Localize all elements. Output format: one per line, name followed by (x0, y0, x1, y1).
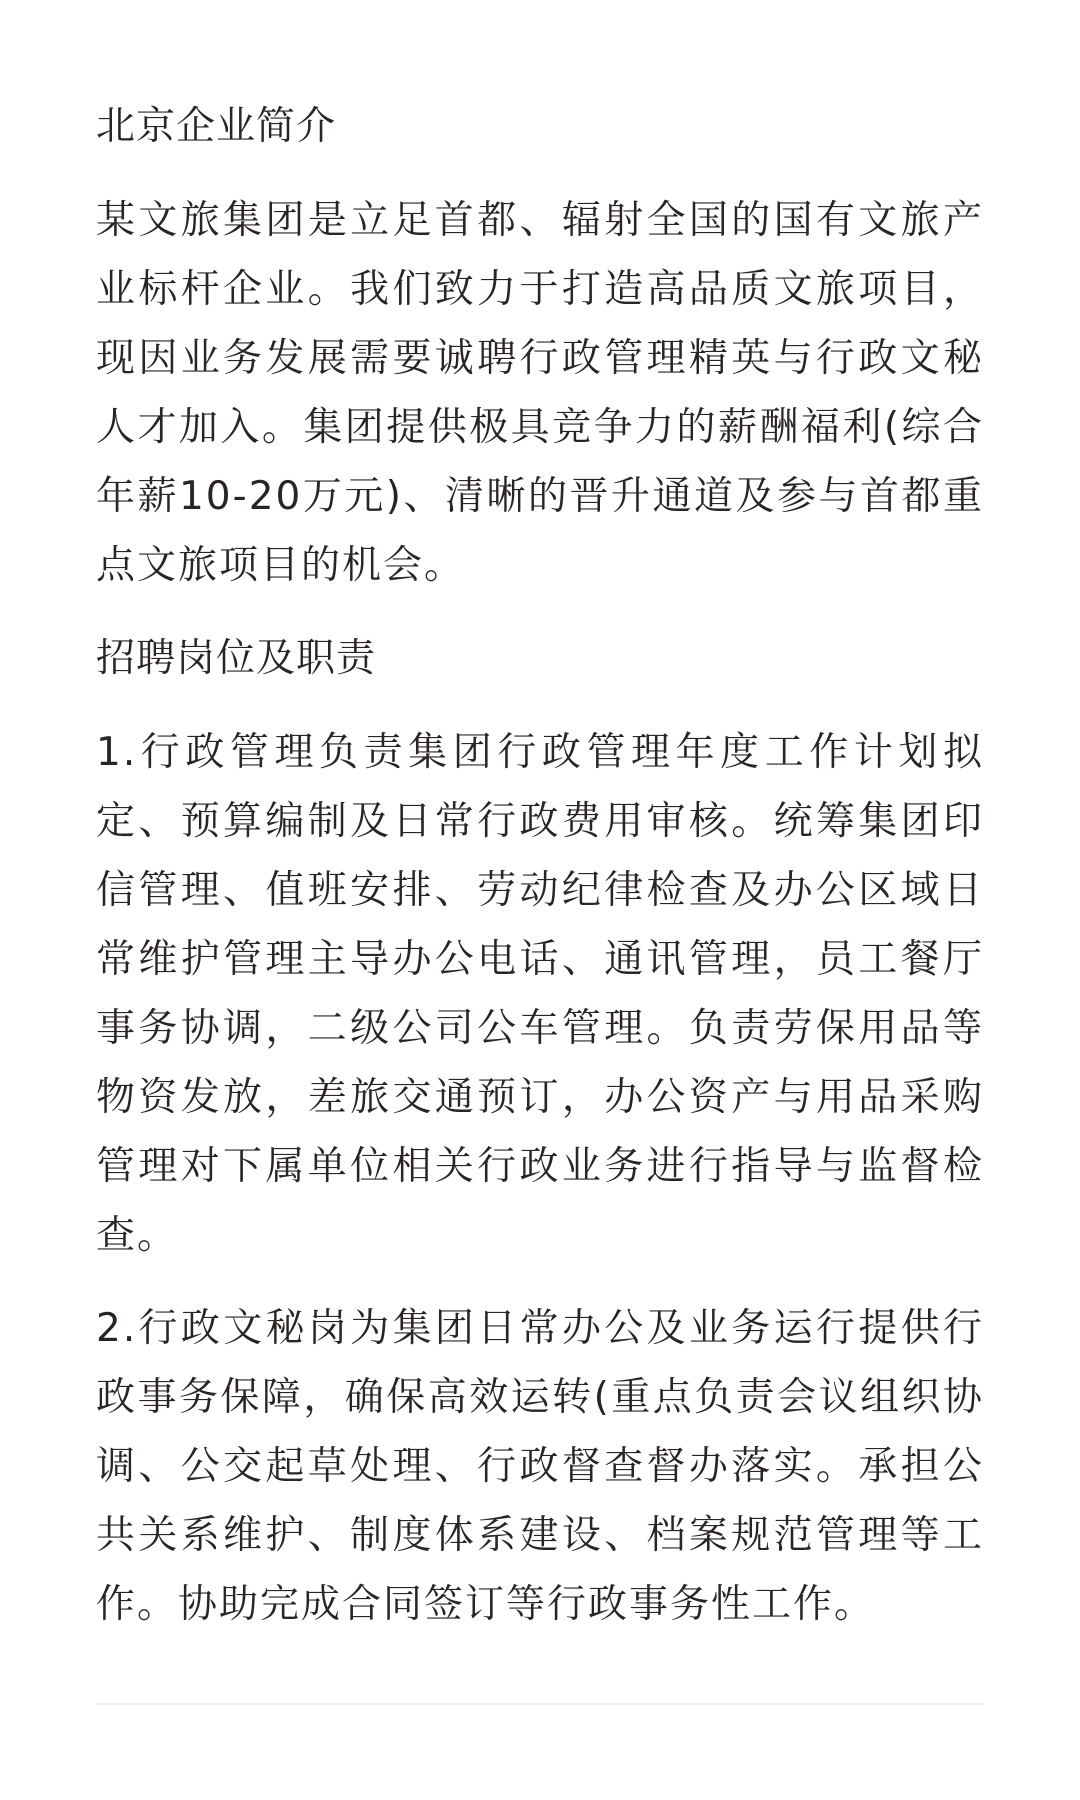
divider (96, 1703, 984, 1705)
intro-heading: 北京企业简介 (96, 104, 337, 149)
positions-heading: 招聘岗位及职责 (96, 636, 377, 681)
intro-paragraph: 某文旅集团是立足首都、辐射全国的国有文旅产业标杆企业。我们致力于打造高品质文旅项目，现因业务发展需要诚聘行政管理精英与行政文秘人才加入。集团提供极具竞争力的薪酬福利(综合年薪10-20万元)、清晰的晋升通道及参与首都重点文旅项目的机会。 (96, 198, 984, 588)
position-item-admin-management: 1.行政管理负责集团行政管理年度工作计划拟定、预算编制及日常行政费用审核。统筹集团印信管理、值班安排、劳动纪律检查及办公区域日常维护管理主导办公电话、通讯管理，员工餐厅事务协调，二级公司公车管理。负责劳保用品等物资发放，差旅交通预订，办公资产与用品采购管理对下属单位相关行政业务进行指导与监督检查。 (96, 730, 984, 1258)
position-item-admin-secretary: 2.行政文秘岗为集团日常办公及业务运行提供行政事务保障，确保高效运转(重点负责会议组织协调、公交起草处理、行政督查督办落实。承担公共关系维护、制度体系建设、档案规范管理等工作。协助完成合同签订等行政事务性工作。 (96, 1306, 984, 1627)
